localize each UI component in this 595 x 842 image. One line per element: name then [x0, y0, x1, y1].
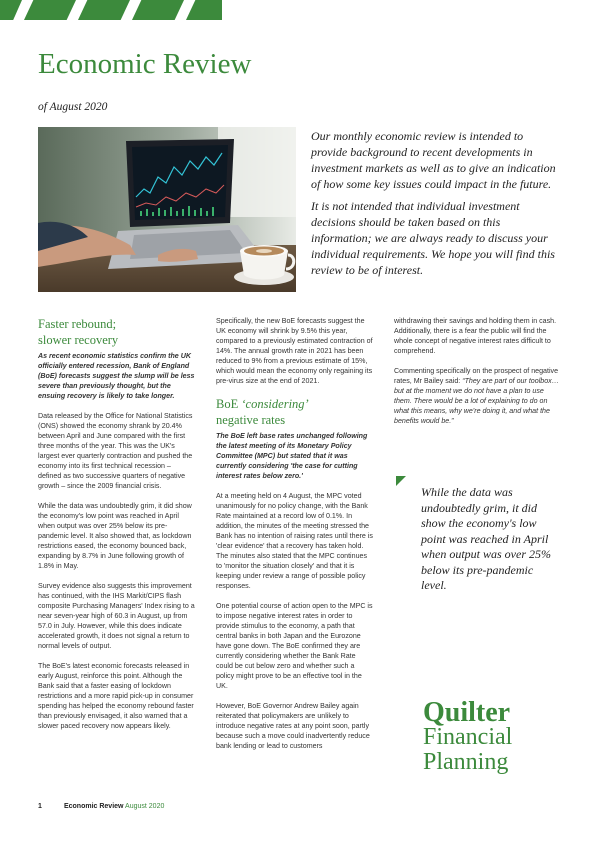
section-lead-faster-rebound: As recent economic statistics confirm the UK officially entered recession, Bank of England (BoE) forecasts suggest the slump will be less severe than previously thought, but the ensuing recovery is likely to take longer. — [38, 352, 195, 400]
quilter-financial-planning-logo: Quilter Financial Planning — [423, 697, 513, 775]
laptop-coffee-photo — [38, 127, 296, 292]
body-paragraph: Survey evidence also suggests this improvement has continued, with the IHS Markit/CIPS flash composite Purchasing Managers' Index rising to a near seven-year high of 60.3 in August, up from 57.0 in July. However, while this does indicate accelerated growth, it does not signal a return to normal levels of output. — [38, 582, 195, 650]
intro-paragraph-2: It is not intended that individual investment decisions should be taken based on this information; we are always ready to discuss your individual requirements. We hope you will find this review to be of interest. — [311, 199, 555, 277]
section-lead-boe: The BoE left base rates unchanged following the latest meeting of its Monetary Policy Committee (MPC) but stated that it was currently considering 'the case for cutting interest rates below zero.' — [216, 432, 368, 480]
body-paragraph: One potential course of action open to the MPC is to impose negative interest rates in order to provide stimulus to the economy, a path that central banks in both Japan and the Eurozone have gone down. The BoE confirmed they are currently considering whether the Bank Rate could be cut below zero and whether such a policy might prove to be an effective tool in the UK. — [216, 602, 373, 690]
column-1 — [38, 316, 196, 741]
body-paragraph-bailey-quote: Commenting specifically on the prospect of negative rates, Mr Bailey said: “They are part of our toolbox… but at the moment we do not have a plan to use them. There would be a lot of explaining to do on what this means, why we're doing it, and what the benefits would be.” — [394, 367, 559, 425]
column-3 — [394, 316, 560, 436]
pull-quote-marker-icon — [396, 476, 406, 486]
intro-text — [311, 128, 559, 284]
footer-title: Economic Review — [63, 803, 124, 810]
column-2 — [216, 316, 374, 761]
body-paragraph: withdrawing their savings and holding them in cash. Additionally, there is a fear the public will find the whole concept of negative interest rates difficult to comprehend. — [394, 317, 557, 355]
body-paragraph: The BoE's latest economic forecasts released in early August, reinforce this point. Although the Bank said that a faster easing of lockdown restrictions and a more rapid pick-up in consumer spending has helped the economy rebound faster than previously envisaged, it also warned that a slower paced recovery now appears likely. — [38, 662, 194, 730]
body-paragraph: Data released by the Office for National Statistics (ONS) showed the economy shrank by 20.4% between April and June compared with the first three months of the year. This was the UK's largest ever quarterly contraction and pushed the economy into its first technical recession – defined as two successive quarters of negative growth – since the 2009 financial crisis. — [38, 412, 193, 490]
document-date: of August 2020 — [38, 101, 108, 113]
pull-quote: While the data was undoubtedly grim, it did show the economy's low point was reached in April when output was over 25% below its pre-pandemic level. — [421, 485, 551, 592]
page-footer — [38, 803, 164, 810]
intro-paragraph-1: Our monthly economic review is intended to provide background to recent developments in investment markets as well as to give an indication of how some key issues could impact in the future. — [311, 129, 556, 191]
page-number: 1 — [38, 803, 42, 810]
document-title: Economic Review — [38, 48, 252, 80]
body-paragraph: While the data was undoubtedly grim, it did show the economy's low point was reached in April when output was over 25% below its pre-pandemic level. It also showed that, as lockdown restrictions eased, the economy bounced back, expanding by 8.7% in June following growth of 1.8% in May. — [38, 502, 192, 570]
section-heading-boe-negative-rates: BoE ‘considering’ negative rates — [216, 397, 309, 427]
header-chevron-band — [0, 0, 225, 20]
body-paragraph: At a meeting held on 4 August, the MPC voted unanimously for no policy change, with the Bank Rate maintained at a record low of 0.1%. In addition, the minutes of the meeting stressed the Bank has no intention of raising rates until there is 'clear evidence' that a recovery has taken hold. The minutes also stated that the MPC continues to 'monitor the situation closely' and that it is keeping under review a range of possible policy responses. — [216, 492, 373, 590]
footer-date: August 2020 — [125, 803, 165, 810]
body-paragraph: However, BoE Governor Andrew Bailey again reiterated that policymakers are unlikely to introduce negative rates at any point soon, partly because such a move could inadvertently reduce bank lending or lead to customers — [216, 702, 370, 750]
section-heading-faster-rebound: Faster rebound; slower recovery — [38, 317, 119, 347]
body-paragraph: Specifically, the new BoE forecasts suggest the UK economy will shrink by 9.5% this year, compared to a previously estimated contraction of 14%. The annual growth rate in 2021 has been reduced to 9% from a previous estimate of 15%, which would mean the economy only regaining its pre-virus size at the end of 2021. — [216, 317, 373, 385]
